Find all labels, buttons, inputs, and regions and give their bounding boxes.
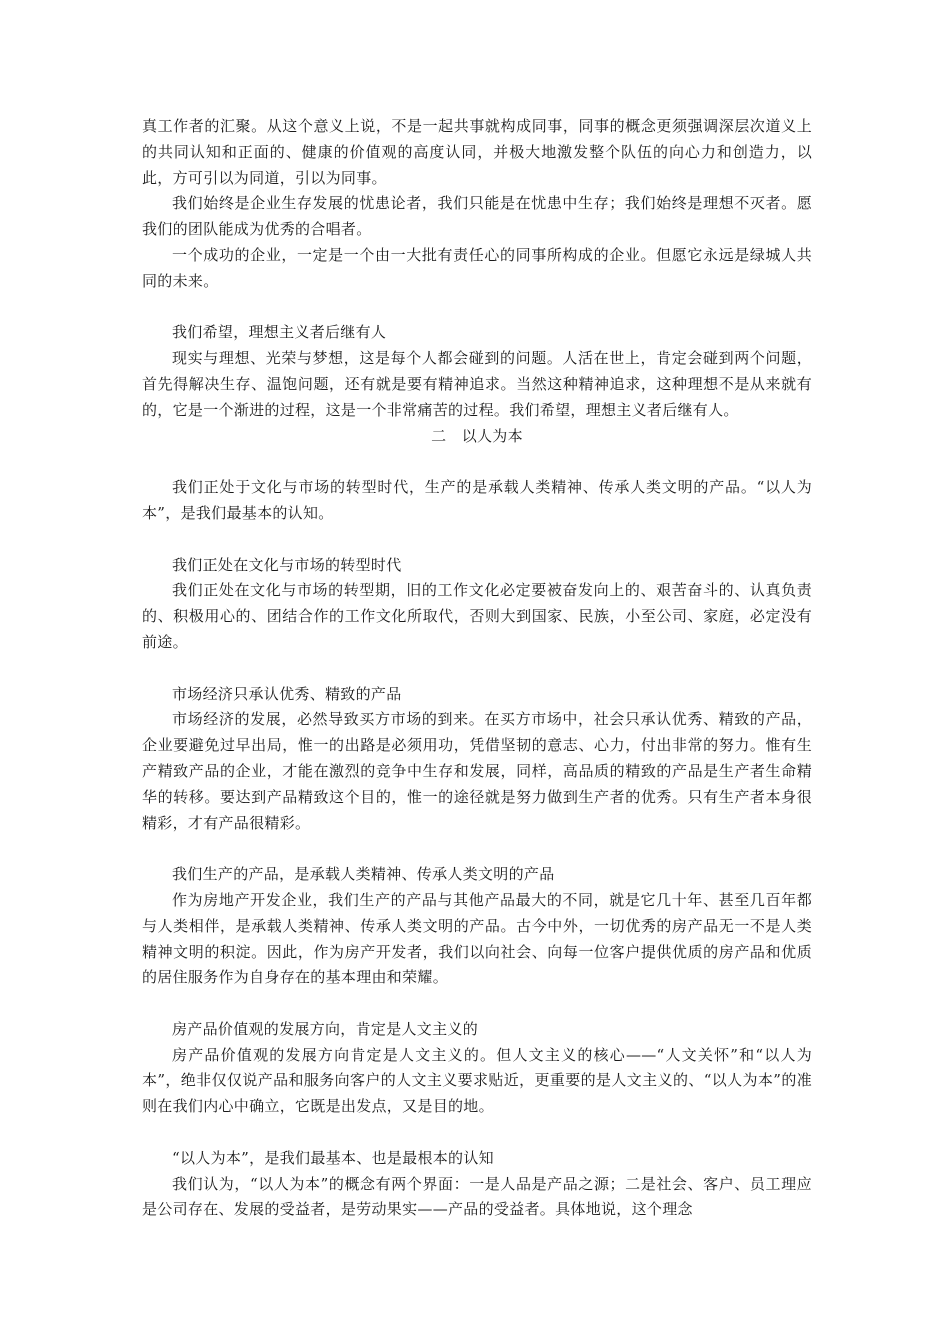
body-paragraph: 我们正处于文化与市场的转型时代，生产的是承载人类精神、传承人类文明的产品。“以人为本”，是我们最基本的认知。 <box>142 478 812 522</box>
paragraph-spacer <box>142 656 812 682</box>
paragraph-spacer <box>142 449 812 475</box>
section-heading: 市场经济只承认优秀、精致的产品 <box>172 684 402 703</box>
body-paragraph: 一个成功的企业，一定是一个由一大批有责任心的同事所构成的企业。但愿它永远是绿城人共同的未来。 <box>142 245 812 290</box>
body-paragraph: 真工作者的汇聚。从这个意义上说，不是一起共事就构成同事，同事的概念更须强调深层次道义上的共同认知和正面的、健康的价值观的高度认同，并极大地激发整个队伍的向心力和创造力，以此，方可引以为同道，引以为同事。 <box>142 117 812 187</box>
section-heading: “以人为本”，是我们最基本、也是最根本的认知 <box>172 1148 494 1167</box>
chapter-title: 二 以人为本 <box>431 426 523 445</box>
paragraph-spacer <box>142 527 812 553</box>
paragraph-spacer <box>142 836 812 862</box>
section-heading: 房产品价值观的发展方向，肯定是人文主义的 <box>172 1019 479 1038</box>
body-paragraph: 市场经济的发展，必然导致买方市场的到来。在买方市场中，社会只承认优秀、精致的产品，企业要避免过早出局，惟一的出路是必须用功，凭借坚韧的意志、心力，付出非常的努力。惟有生产精致产品的企业，才能在激烈的竞争中生存和发展，同样，高品质的精致的产品是生产者生命精华的转移。要达到产品精致这个目的，惟一的途径就是努力做到生产者的优秀。只有生产者本身很精彩，才有产品很精彩。 <box>142 710 812 832</box>
body-paragraph: 房产品价值观的发展方向肯定是人文主义的。但人文主义的核心——“人文关怀”和“以人为本”，绝非仅仅说产品和服务向客户的人文主义要求贴近，更重要的是人文主义的、“以人为本”的准则在我们内心中确立，它既是出发点，又是目的地。 <box>142 1045 812 1116</box>
body-paragraph: 我们始终是企业生存发展的忧患论者，我们只能是在忧患中生存；我们始终是理想不灭者。愿我们的团队能成为优秀的合唱者。 <box>142 194 812 239</box>
body-paragraph: 我们正处在文化与市场的转型期，旧的工作文化必定要被奋发向上的、艰苦奋斗的、认真负责的、积极用心的、团结合作的工作文化所取代，否则大到国家、民族，小至公司、家庭，必定没有前途。 <box>142 581 812 651</box>
section-heading: 我们正处在文化与市场的转型时代 <box>172 555 402 574</box>
section-heading: 我们希望，理想主义者后继有人 <box>172 323 387 342</box>
paragraph-spacer <box>142 295 812 321</box>
body-paragraph: 我们认为，“以人为本”的概念有两个界面：一是人品是产品之源；二是社会、客户、员工理应是公司存在、发展的受益者，是劳动果实——产品的受益者。具体地说，这个理念 <box>142 1174 812 1219</box>
body-paragraph: 现实与理想、光荣与梦想，这是每个人都会碰到的问题。人活在世上，肯定会碰到两个问题，首先得解决生存、温饱问题，还有就是要有精神追求。当然这种精神追求，这种理想不是从来就有的，它是一个渐进的过程，这是一个非常痛苦的过程。我们希望，理想主义者后继有人。 <box>142 349 812 419</box>
paragraph-spacer <box>142 1120 812 1146</box>
document-page <box>142 114 812 1223</box>
body-paragraph: 作为房地产开发企业，我们生产的产品与其他产品最大的不同，就是它几十年、甚至几百年都与人类相伴，是承载人类精神、传承人类文明的产品。古今中外，一切优秀的房产品无一不是人类精神文明的积淀。因此，作为房产开发者，我们以向社会、向每一位客户提供优质的房产品和优质的居住服务作为自身存在的基本理由和荣耀。 <box>142 890 812 987</box>
paragraph-spacer <box>142 991 812 1017</box>
section-heading: 我们生产的产品，是承载人类精神、传承人类文明的产品 <box>172 865 555 884</box>
